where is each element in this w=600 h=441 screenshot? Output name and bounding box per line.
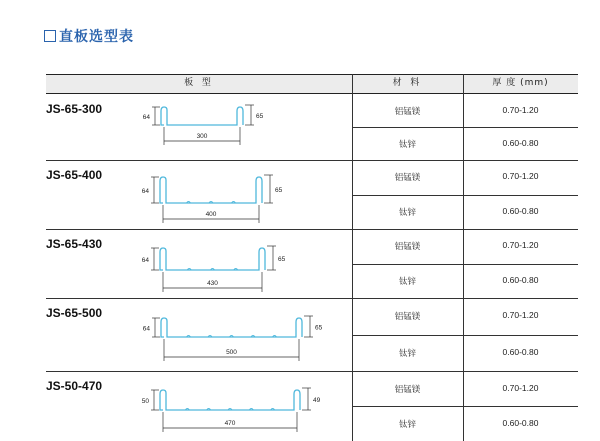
width-label: 300 <box>196 133 208 140</box>
thickness-cell: 0.60-0.80 <box>502 205 539 216</box>
thickness-cell: 0.60-0.80 <box>502 137 539 148</box>
height-left-label: 64 <box>141 257 149 264</box>
option-divider <box>352 335 578 336</box>
model-label: JS-65-400 <box>46 168 103 182</box>
material-cell: 铝锰镁 <box>394 242 421 253</box>
thickness-cell: 0.60-0.80 <box>502 346 539 357</box>
model-label: JS-65-300 <box>46 102 103 116</box>
header-profile: 板 型 <box>184 78 214 88</box>
height-right-label: 65 <box>275 187 283 194</box>
model-label: JS-65-430 <box>46 237 103 251</box>
material-cell: 钛锌 <box>398 419 416 430</box>
panel-profile-line <box>160 390 300 410</box>
material-cell: 钛锌 <box>398 207 416 218</box>
panel-profile-line <box>160 248 265 270</box>
profile-drawing <box>46 299 352 370</box>
width-label: 400 <box>205 211 217 218</box>
thickness-cell: 0.70-1.20 <box>502 104 539 115</box>
height-right-label: 65 <box>315 324 323 332</box>
panel-profile-line <box>160 177 262 203</box>
option-divider <box>352 127 578 128</box>
material-cell: 钛锌 <box>398 139 416 150</box>
panel-profile-line <box>161 107 243 125</box>
header-material: 材 料 <box>392 78 423 88</box>
selection-table <box>46 74 578 441</box>
height-right-label: 65 <box>256 113 264 120</box>
height-left-label: 50 <box>141 398 149 405</box>
thickness-cell: 0.70-1.20 <box>502 382 539 393</box>
width-label: 500 <box>226 349 237 356</box>
width-label: 470 <box>224 420 236 427</box>
height-right-label: 65 <box>278 256 286 263</box>
option-divider <box>352 195 578 196</box>
material-cell: 铝锰镁 <box>394 312 421 323</box>
thickness-cell: 0.70-1.20 <box>502 310 539 321</box>
option-divider <box>352 264 578 265</box>
profile-drawing <box>46 372 352 440</box>
height-left-label: 64 <box>142 114 150 121</box>
material-cell: 钛锌 <box>398 276 416 287</box>
model-label: JS-50-470 <box>46 379 103 393</box>
profile-drawing <box>46 95 352 159</box>
height-left-label: 64 <box>141 188 149 195</box>
panel-profile-line <box>161 318 302 337</box>
table-title-text: 直板选型表 <box>59 29 134 45</box>
profile-drawing <box>46 161 352 228</box>
thickness-cell: 0.60-0.80 <box>502 417 539 428</box>
thickness-cell: 0.70-1.20 <box>502 171 539 182</box>
model-label: JS-65-500 <box>46 306 103 320</box>
height-left-label: 64 <box>142 325 150 333</box>
material-cell: 钛锌 <box>398 348 416 359</box>
material-cell: 铝锰镁 <box>394 384 421 395</box>
material-cell: 铝锰镁 <box>394 106 421 117</box>
width-label: 430 <box>207 280 218 287</box>
option-divider <box>352 406 578 407</box>
thickness-cell: 0.60-0.80 <box>502 274 539 285</box>
header-thickness: 厚 度 (mm) <box>492 78 549 88</box>
table-title <box>44 26 134 46</box>
profile-drawing <box>46 230 352 297</box>
material-cell: 铝锰镁 <box>394 173 421 184</box>
height-right-label: 49 <box>313 397 321 404</box>
thickness-cell: 0.70-1.20 <box>502 240 539 251</box>
square-outline-icon <box>44 30 56 42</box>
